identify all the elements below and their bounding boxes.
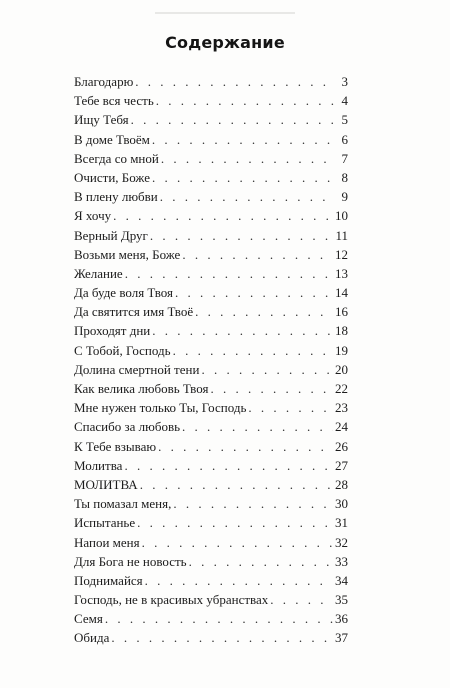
toc-entry: [74, 513, 348, 532]
toc-entry-title: Тебе вся честь: [74, 93, 154, 109]
toc-entry-title: Молитва: [74, 457, 123, 473]
toc-page-number: 19: [335, 342, 348, 358]
toc-entry: [74, 398, 348, 417]
toc-entry-title: Господь, не в красивых убранствах: [74, 592, 269, 608]
toc-entry-title: Всегда со мной: [74, 150, 159, 166]
toc-entry: [74, 494, 348, 513]
toc-entry-title: В доме Твоём: [74, 131, 150, 147]
toc-entry: [74, 283, 348, 302]
toc-entry-title: Поднимайся: [74, 572, 143, 588]
toc-entry-title: Проходят дни: [74, 323, 151, 339]
toc-entry-title: Обида: [74, 630, 110, 646]
toc-entry: [74, 437, 348, 456]
toc-entry-title: Как велика любовь Твоя: [74, 381, 209, 396]
toc-entry-title: К Тебе взываю: [74, 438, 157, 454]
toc-page-number: 20: [335, 361, 348, 377]
toc-entry-title: Я хочу: [74, 208, 112, 224]
toc-page-number: 23: [335, 400, 348, 416]
toc-entry: [74, 245, 348, 264]
toc-leader-dots: [173, 341, 333, 360]
toc-page-number: 9: [341, 189, 348, 205]
toc-entry-title: Очисти, Боже: [74, 169, 151, 185]
toc-page-number: 34: [335, 572, 348, 588]
toc-leader-dots: [201, 360, 333, 379]
toc-leader-dots: [152, 130, 334, 149]
toc-leader-dots: [270, 590, 333, 609]
toc-page-number: 10: [335, 208, 348, 224]
toc-page-number: 24: [335, 419, 348, 435]
toc-entry-title: Благодарю: [74, 74, 134, 89]
toc-page-number: 6: [341, 131, 348, 147]
toc-page-number: 32: [335, 534, 348, 550]
toc-entry-title: Возьми меня, Боже: [74, 246, 181, 262]
toc-entry: [74, 341, 348, 360]
toc-leader-dots: [182, 245, 333, 264]
toc-page-number: 18: [335, 323, 348, 339]
toc-leader-dots: [111, 628, 333, 647]
toc-entry-title: Долина смертной тени: [74, 361, 200, 377]
toc-leader-dots: [135, 72, 334, 91]
toc-leader-dots: [145, 571, 333, 590]
toc-entry-title: Ты помазал меня,: [74, 496, 172, 512]
toc-entry-title: В плену любви: [74, 189, 158, 205]
toc-entry: [74, 206, 348, 225]
toc-page-number: 13: [335, 265, 348, 281]
toc-entry: [74, 552, 348, 571]
toc-page-number: 28: [335, 476, 348, 492]
toc-entry: [74, 417, 348, 436]
toc-page-number: 14: [335, 285, 348, 301]
toc-entry-title: Да святится имя Твоё: [74, 304, 194, 320]
toc-leader-dots: [156, 91, 334, 110]
toc-leader-dots: [140, 475, 333, 494]
toc-page-number: 4: [341, 93, 348, 109]
toc-page-number: 5: [341, 112, 348, 128]
page-title: Содержание: [165, 33, 285, 52]
toc-entry: [74, 72, 348, 91]
toc-leader-dots: [152, 168, 334, 187]
toc-leader-dots: [142, 533, 333, 552]
toc-page-number: 30: [335, 496, 348, 512]
toc-entry: [74, 226, 348, 245]
toc-entry: [74, 168, 348, 187]
toc-entry: [74, 110, 348, 129]
toc-entry-title: Желание: [74, 265, 123, 281]
toc-leader-dots: [152, 321, 333, 340]
toc-entry-title: Семя: [74, 611, 103, 627]
toc-leader-dots: [158, 437, 333, 456]
toc-entry: [74, 360, 348, 379]
toc-entry: [74, 533, 348, 552]
toc-entry: [74, 187, 348, 206]
toc-entry: [74, 379, 348, 398]
toc-leader-dots: [113, 206, 333, 225]
toc-entry-title: Для Бога не новость: [74, 553, 187, 569]
toc-entry-title: Спасибо за любовь: [74, 419, 181, 435]
toc-leader-dots: [105, 609, 333, 628]
toc-page-number: 35: [335, 592, 348, 608]
toc-leader-dots: [173, 494, 333, 513]
toc-page-number: 16: [335, 304, 348, 320]
toc-entry-title: МОЛИТВА: [74, 476, 138, 492]
toc-entry: [74, 571, 348, 590]
toc-entry: [74, 130, 348, 149]
toc-page-number: 31: [335, 515, 348, 531]
toc-leader-dots: [131, 110, 334, 129]
toc-page-number: 26: [335, 438, 348, 454]
toc-entry: [74, 475, 348, 494]
toc-leader-dots: [195, 302, 333, 321]
toc-leader-dots: [175, 283, 333, 302]
toc-leader-dots: [125, 264, 333, 283]
toc-leader-dots: [160, 187, 334, 206]
toc-entry-title: Напои меня: [74, 534, 140, 550]
toc-entry-title: Мне нужен только Ты, Господь: [74, 400, 247, 416]
toc-entry: [74, 91, 348, 110]
toc-leader-dots: [137, 513, 333, 532]
toc-page-number: 22: [335, 381, 348, 396]
table-of-contents: [74, 72, 348, 648]
toc-leader-dots: [248, 398, 333, 417]
toc-page-number: 27: [335, 457, 348, 473]
toc-leader-dots: [189, 552, 333, 571]
toc-entry-title: Верный Друг: [74, 227, 148, 243]
toc-leader-dots: [150, 226, 334, 245]
toc-leader-dots: [210, 379, 333, 398]
toc-entry: [74, 149, 348, 168]
bleed-through-line: [155, 12, 295, 14]
toc-leader-dots: [161, 149, 334, 168]
toc-page-number: 33: [335, 553, 348, 569]
toc-page-number: 3: [341, 74, 348, 89]
toc-entry: [74, 456, 348, 475]
toc-page-number: 36: [335, 611, 348, 627]
toc-entry: [74, 302, 348, 321]
toc-entry: [74, 609, 348, 628]
toc-leader-dots: [182, 417, 333, 436]
toc-entry: [74, 264, 348, 283]
toc-entry: [74, 321, 348, 340]
toc-page-number: 7: [341, 150, 348, 166]
toc-entry: [74, 628, 348, 647]
toc-entry-title: Ищу Тебя: [74, 112, 129, 128]
toc-entry: [74, 590, 348, 609]
toc-page-number: 11: [335, 227, 348, 243]
toc-page-number: 8: [341, 169, 348, 185]
toc-page-number: 12: [335, 246, 348, 262]
toc-entry-title: С Тобой, Господь: [74, 342, 171, 358]
toc-page-number: 37: [335, 630, 348, 646]
toc-entry-title: Да буде воля Твоя: [74, 285, 173, 301]
toc-entry-title: Испытанье: [74, 515, 136, 531]
toc-leader-dots: [124, 456, 333, 475]
